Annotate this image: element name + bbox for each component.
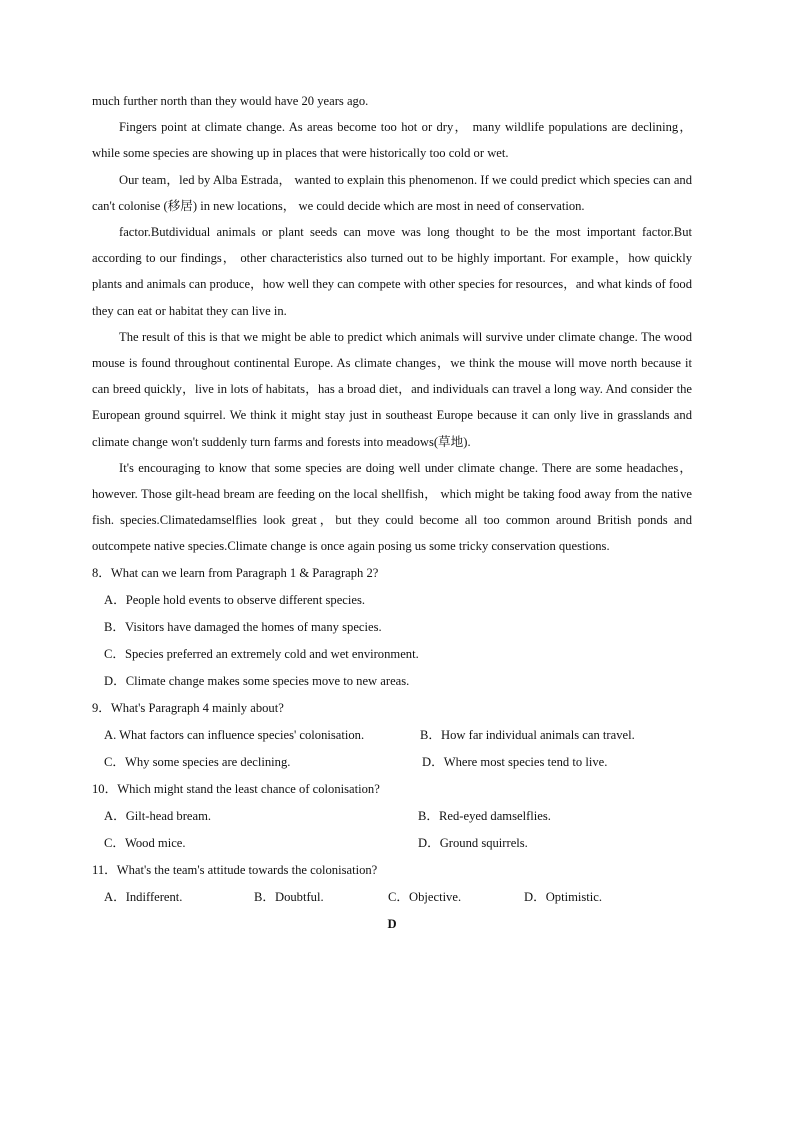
passage-paragraph-0: much further north than they would have 20 years ago. xyxy=(92,94,369,108)
question-11-options-row xyxy=(92,884,692,911)
question-11-option-c: C．Objective. xyxy=(388,889,462,904)
passage-paragraph-1: Fingers point at climate change. As areas become too hot or dry， many wildlife populations are declining，while some species are showing up in places that were historically too cold or wet. xyxy=(92,120,692,161)
question-9-option-c: C．Why some species are declining. xyxy=(104,754,291,769)
question-10-option-a: A．Gilt-head bream. xyxy=(104,808,212,823)
question-9-option-b: B．How far individual animals can travel. xyxy=(420,727,635,742)
section-heading-d: D xyxy=(387,916,397,931)
question-9-options-row-2 xyxy=(92,749,692,776)
question-10-option-c: C．Wood mice. xyxy=(104,835,186,850)
question-11-option-a: A．Indifferent. xyxy=(104,889,183,904)
document-page xyxy=(92,88,692,937)
question-10-options-row-2 xyxy=(92,830,692,857)
question-11-option-d: D．Optimistic. xyxy=(524,889,603,904)
question-8-option-c: C．Species preferred an extremely cold and wet environment. xyxy=(104,646,419,661)
question-11-option-b: B．Doubtful. xyxy=(254,889,324,904)
question-10-options-row-1 xyxy=(92,803,692,830)
question-11-stem: 11．What's the team's attitude towards the colonisation? xyxy=(92,862,378,877)
question-9-option-a: A. What factors can influence species' colonisation. xyxy=(104,727,365,742)
question-8-stem: 8．What can we learn from Paragraph 1 & Paragraph 2? xyxy=(92,565,379,580)
question-9-stem: 9．What's Paragraph 4 mainly about? xyxy=(92,700,284,715)
question-9-options-row-1 xyxy=(92,722,692,749)
passage-paragraph-3: factor.Butdividual animals or plant seeds can move was long thought to be the most important factor.But according to our findings， other characteristics also turned out to be highly important. For example，how quickly plants and animals can produce，how well they can compete with other species for resources，and what kinds of food they can eat or habitat they can live in. xyxy=(92,225,692,318)
question-10-stem: 10．Which might stand the least chance of colonisation? xyxy=(92,781,380,796)
question-10-option-d: D．Ground squirrels. xyxy=(418,835,528,850)
question-8-option-a: A．People hold events to observe different species. xyxy=(104,592,366,607)
question-8-option-b: B．Visitors have damaged the homes of many species. xyxy=(104,619,382,634)
passage-paragraph-4: The result of this is that we might be able to predict which animals will survive under climate change. The wood mouse is found throughout continental Europe. As climate changes，we think the mouse will move north because it can breed quickly，live in lots of habitats，has a broad diet，and individuals can travel a long way. And consider the European ground squirrel. We think it might stay just in southeast Europe because it can only live in grasslands and climate change won't suddenly turn farms and forests into meadows(草地). xyxy=(92,329,692,449)
passage-paragraph-2: Our team，led by Alba Estrada， wanted to explain this phenomenon. If we could predict which species can and can't colonise (移居) in new locations， we could decide which are most in need of conservation. xyxy=(92,172,692,213)
question-8-option-d: D．Climate change makes some species move to new areas. xyxy=(104,673,410,688)
question-10-option-b: B．Red-eyed damselflies. xyxy=(418,808,551,823)
question-9-option-d: D．Where most species tend to live. xyxy=(422,754,608,769)
passage-paragraph-5: It's encouraging to know that some species are doing well under climate change. There are some headaches，however. Those gilt-head bream are feeding on the local shellfish， which might be taking food away from the native fish. species.Climatedamselflies look great，but they could become all too common around British ponds and outcompete native species.Climate change is once again posing us some tricky conservation questions. xyxy=(92,460,692,554)
